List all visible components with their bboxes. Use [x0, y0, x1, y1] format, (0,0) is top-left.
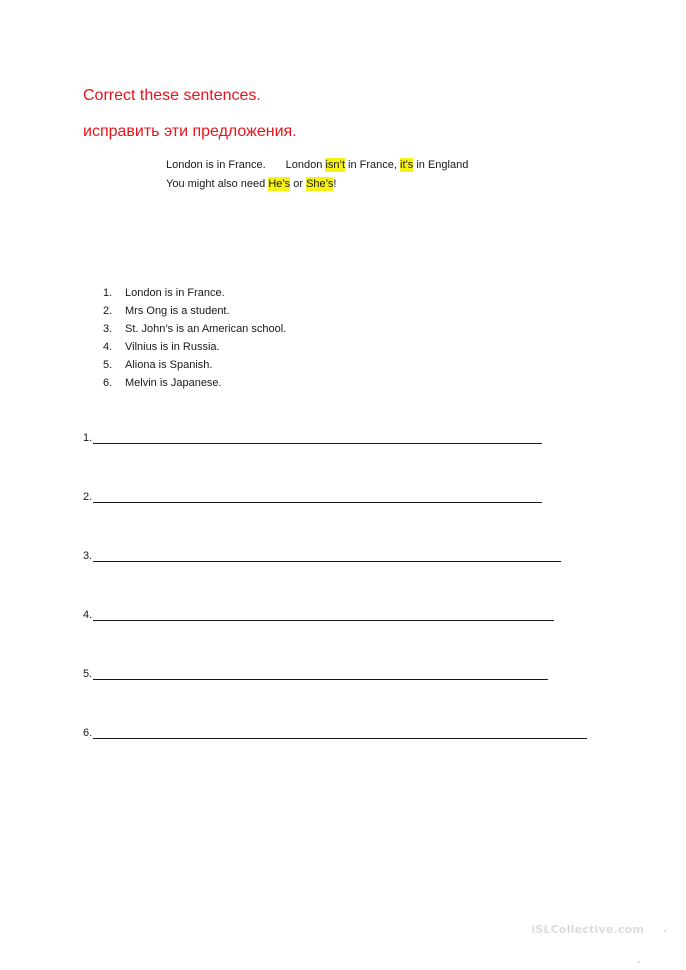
- list-item-number: 4.: [103, 341, 113, 353]
- list-item: [103, 320, 286, 338]
- answer-line-4: [83, 610, 554, 621]
- list-item-text: Aliona is Spanish.: [125, 359, 213, 371]
- example-correct-mid: in France,: [345, 159, 401, 171]
- answer-blank[interactable]: [93, 494, 542, 503]
- list-item: [103, 302, 286, 320]
- watermark: iSLCollective.com: [531, 923, 644, 936]
- sentence-list: [103, 284, 286, 392]
- list-item: [103, 338, 286, 356]
- answer-blank[interactable]: [93, 671, 548, 680]
- answer-number: 4.: [83, 609, 93, 621]
- example-correct-start: London: [285, 159, 326, 171]
- answer-number: 6.: [83, 727, 93, 739]
- example-sentence: [166, 160, 468, 171]
- list-item-text: Melvin is Japanese.: [125, 377, 222, 389]
- title-russian: исправить эти предложения.: [83, 123, 297, 140]
- answer-blank[interactable]: [93, 435, 542, 444]
- answer-number: 5.: [83, 668, 93, 680]
- answer-number: 2.: [83, 491, 93, 503]
- title-english: Correct these sentences.: [83, 87, 261, 104]
- highlight-shes: She’s: [306, 178, 334, 190]
- watermark-dot: [664, 930, 666, 932]
- list-item-number: 3.: [103, 323, 113, 335]
- list-item: [103, 356, 286, 374]
- watermark-dot: [638, 961, 640, 963]
- answer-line-5: [83, 669, 548, 680]
- highlight-its: it’s: [400, 159, 414, 171]
- answer-line-6: [83, 728, 587, 739]
- answer-blank[interactable]: [93, 730, 587, 739]
- answer-line-1: [83, 433, 542, 444]
- list-item-text: St. John’s is an American school.: [125, 323, 287, 335]
- answer-line-3: [83, 551, 561, 562]
- example-wrong: London is in France.: [166, 159, 266, 171]
- list-item-text: Vilnius is in Russia.: [125, 341, 220, 353]
- list-item: [103, 374, 286, 392]
- example-hint: [166, 179, 336, 190]
- list-item: [103, 284, 286, 302]
- answer-number: 1.: [83, 432, 93, 444]
- answer-blank[interactable]: [93, 612, 554, 621]
- hint-end: !: [333, 178, 337, 190]
- answer-line-2: [83, 492, 542, 503]
- list-item-number: 5.: [103, 359, 113, 371]
- list-item-number: 2.: [103, 305, 113, 317]
- highlight-hes: He’s: [268, 178, 291, 190]
- list-item-text: Mrs Ong is a student.: [125, 305, 230, 317]
- list-item-text: London is in France.: [125, 287, 225, 299]
- highlight-isnt: isn’t: [325, 159, 345, 171]
- list-item-number: 1.: [103, 287, 113, 299]
- answer-blank[interactable]: [93, 553, 561, 562]
- hint-or: or: [290, 178, 307, 190]
- hint-start: You might also need: [166, 178, 269, 190]
- answer-number: 3.: [83, 550, 93, 562]
- example-correct-end: in England: [413, 159, 469, 171]
- list-item-number: 6.: [103, 377, 113, 389]
